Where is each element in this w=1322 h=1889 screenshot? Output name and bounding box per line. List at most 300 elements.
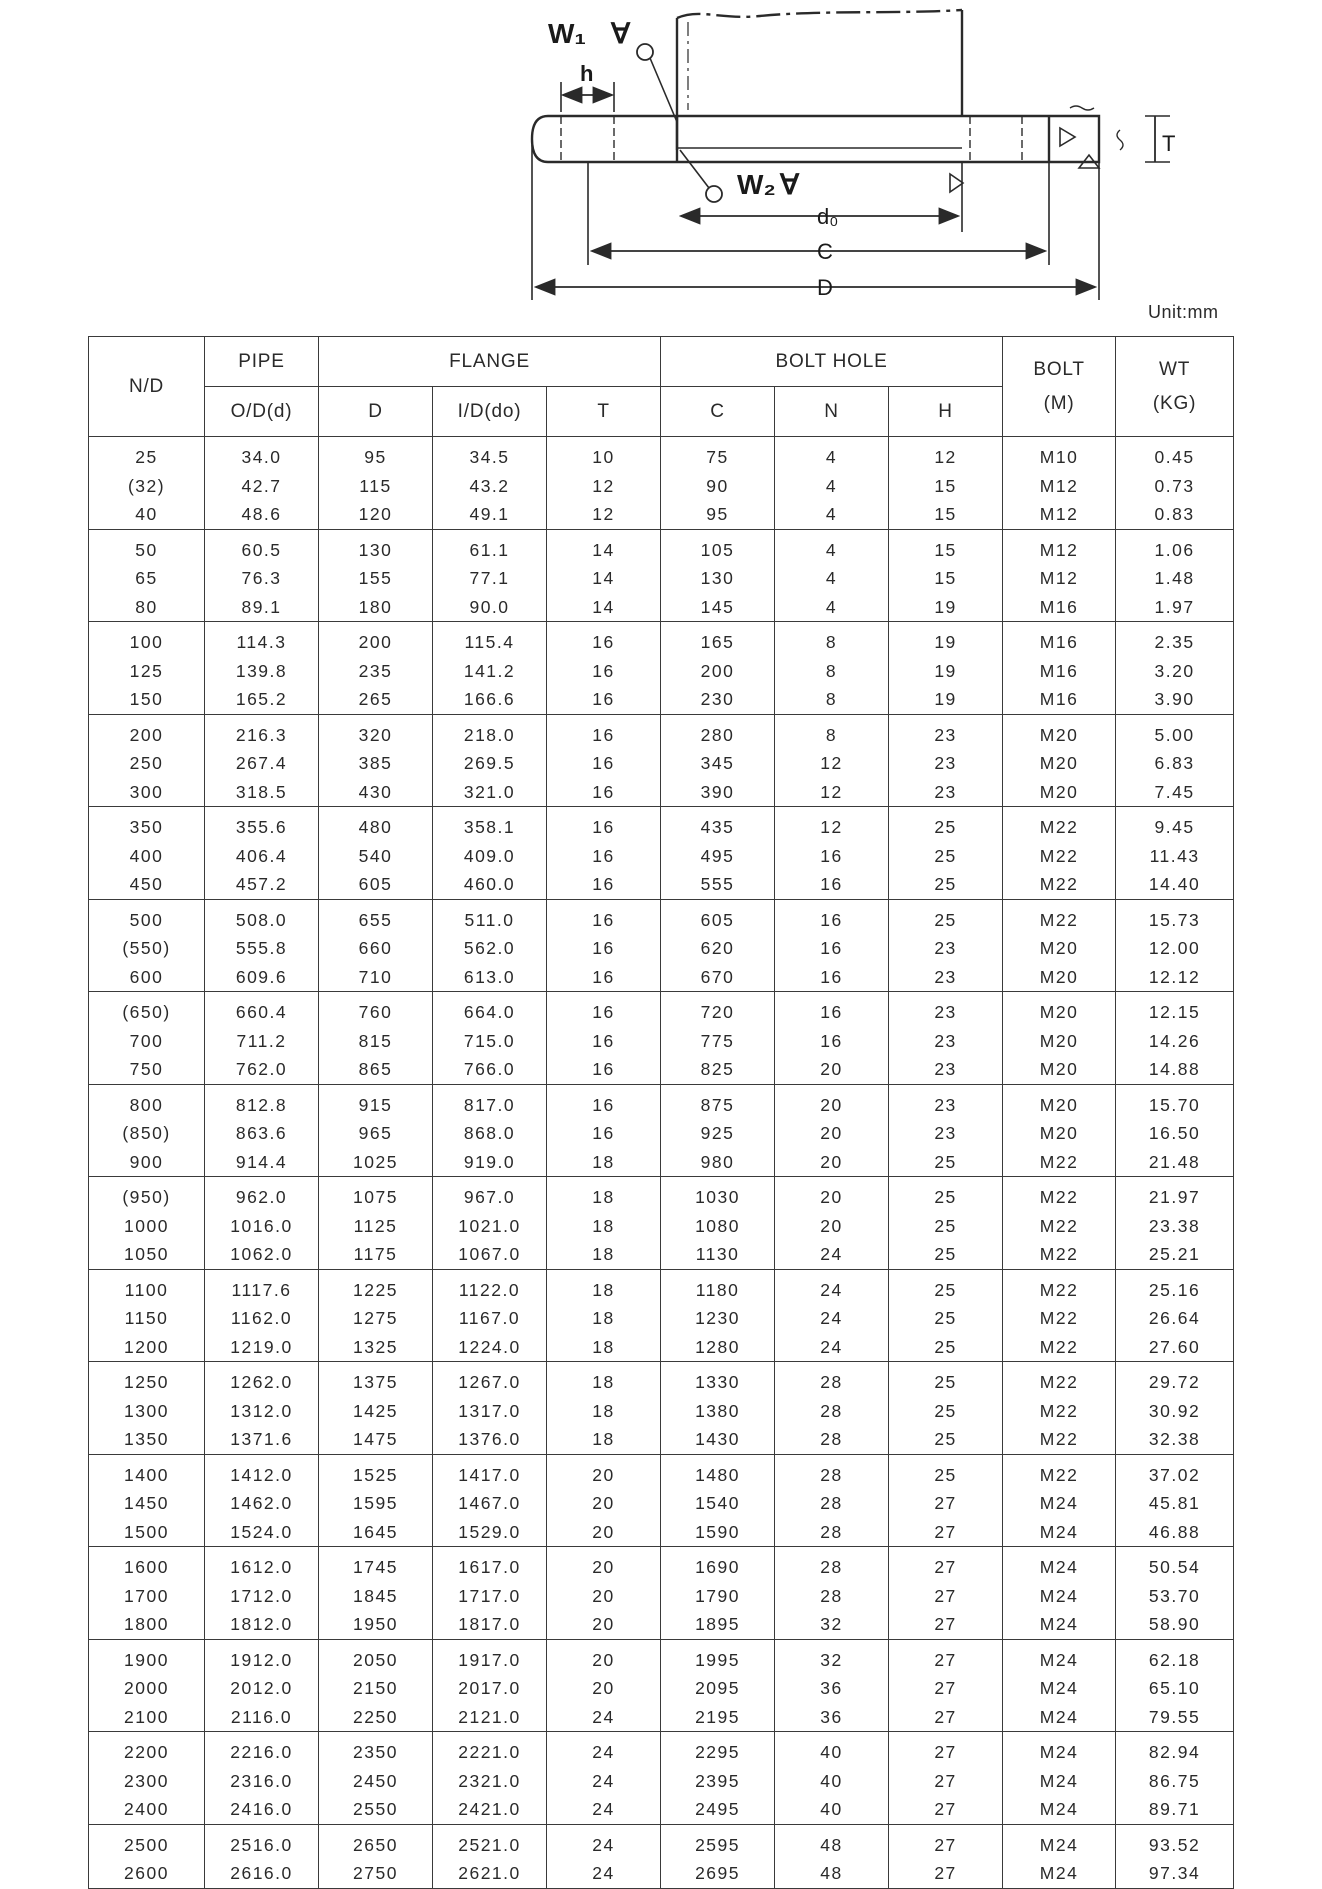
- cell-value-id: 1067.0: [458, 1244, 521, 1264]
- cell-value-c: 1995: [695, 1649, 740, 1670]
- cell-group-h: [889, 1084, 1003, 1177]
- cell-value-n: 4: [825, 596, 838, 617]
- cell-value-nd: 1200: [124, 1336, 169, 1357]
- cell-group-id: [433, 1269, 547, 1362]
- cell-value-nd: 200: [129, 724, 164, 745]
- cell-group-c: [661, 714, 775, 807]
- cell-value-c: 345: [700, 753, 735, 773]
- header-d: D: [319, 387, 433, 437]
- cell-value-wt: 7.45: [1154, 781, 1195, 802]
- cell-value-t: 24: [592, 1799, 615, 1819]
- cell-group-d: [319, 899, 433, 992]
- w1-leader-line: [650, 58, 677, 122]
- cell-group-n: [775, 807, 889, 900]
- weld-mark-upper: [1060, 128, 1075, 146]
- cell-value-t: 20: [592, 1585, 615, 1606]
- table-row-group: [89, 992, 1234, 1085]
- cell-value-n: 16: [820, 1002, 843, 1022]
- cell-value-c: 605: [700, 909, 735, 930]
- cell-value-c: 95: [706, 504, 729, 524]
- cell-group-t: [547, 1732, 661, 1825]
- cell-value-n: 24: [820, 1308, 843, 1328]
- cell-value-nd: (550): [122, 938, 171, 958]
- cell-value-wt: 1.97: [1154, 596, 1195, 617]
- cell-value-t: 18: [592, 1336, 615, 1357]
- cell-group-t: [547, 437, 661, 530]
- cell-value-h: 23: [934, 1094, 957, 1115]
- cell-value-bolt: M24: [1039, 1770, 1079, 1791]
- cell-group-h: [889, 622, 1003, 715]
- cell-value-od: 609.6: [235, 966, 288, 987]
- cell-group-wt: [1116, 899, 1234, 992]
- cell-value-bolt: M22: [1039, 1244, 1079, 1264]
- cell-value-t: 18: [592, 1244, 615, 1264]
- cell-value-id: 766.0: [463, 1059, 516, 1079]
- cell-value-h: 19: [934, 689, 957, 709]
- cell-value-t: 10: [592, 447, 615, 467]
- header-bolt-hole: BOLT HOLE: [661, 337, 1003, 387]
- cell-value-c: 1690: [695, 1557, 740, 1577]
- cell-value-t: 18: [592, 1372, 615, 1392]
- cell-value-c: 1330: [695, 1372, 740, 1392]
- table-row-group: [89, 529, 1234, 622]
- cell-value-h: 12: [934, 447, 957, 467]
- cell-value-t: 12: [592, 475, 615, 496]
- cell-value-id: 1021.0: [458, 1215, 521, 1236]
- header-pipe: PIPE: [205, 337, 319, 387]
- cell-value-id: 967.0: [463, 1187, 516, 1207]
- cell-value-t: 18: [592, 1279, 615, 1300]
- cell-group-nd: [89, 899, 205, 992]
- cell-value-bolt: M22: [1039, 817, 1079, 837]
- cell-value-c: 1790: [695, 1585, 740, 1606]
- cell-value-t: 16: [592, 1123, 615, 1143]
- cell-value-t: 14: [592, 539, 615, 560]
- cell-value-d: 320: [358, 724, 393, 745]
- cell-value-bolt: M24: [1039, 1742, 1079, 1762]
- cell-value-d: 385: [358, 753, 393, 773]
- cell-value-id: 1224.0: [458, 1336, 521, 1357]
- cell-value-t: 16: [592, 1002, 615, 1022]
- w1-weld-symbol: ∀: [611, 18, 631, 49]
- cell-value-wt: 58.90: [1148, 1614, 1201, 1634]
- cell-value-h: 23: [934, 724, 957, 745]
- cell-value-id: 1317.0: [458, 1400, 521, 1421]
- header-bolt-label: BOLT: [1033, 358, 1085, 380]
- cell-value-c: 1180: [695, 1279, 740, 1300]
- cell-group-id: [433, 1639, 547, 1732]
- cell-value-nd: 1000: [124, 1215, 169, 1236]
- cell-value-n: 12: [820, 781, 843, 802]
- cell-value-t: 16: [592, 1030, 615, 1051]
- cell-group-h: [889, 899, 1003, 992]
- cell-value-od: 1412.0: [230, 1464, 293, 1485]
- cell-value-n: 28: [820, 1557, 843, 1577]
- cell-value-od: 2316.0: [230, 1770, 293, 1791]
- cell-value-bolt: M20: [1039, 1059, 1079, 1079]
- cell-value-id: 218.0: [463, 724, 516, 745]
- cell-group-nd: [89, 1639, 205, 1732]
- cell-group-bolt: [1003, 622, 1116, 715]
- cell-group-n: [775, 1084, 889, 1177]
- cell-value-t: 16: [592, 781, 615, 802]
- cell-value-d: 1225: [353, 1279, 398, 1300]
- cell-value-d: 2050: [353, 1649, 398, 1670]
- cell-value-t: 16: [592, 753, 615, 773]
- cell-value-od: 1712.0: [230, 1585, 293, 1606]
- cell-value-bolt: M22: [1039, 909, 1079, 930]
- cell-value-t: 24: [592, 1742, 615, 1762]
- cell-value-h: 27: [934, 1585, 957, 1606]
- cell-value-d: 1475: [353, 1429, 398, 1449]
- cell-value-d: 95: [364, 447, 387, 467]
- cell-value-h: 25: [934, 874, 957, 894]
- cell-value-nd: 800: [129, 1094, 164, 1115]
- cell-group-d: [319, 1732, 433, 1825]
- cell-value-id: 49.1: [469, 504, 510, 524]
- cell-value-d: 2350: [353, 1742, 398, 1762]
- cell-value-d: 1275: [353, 1308, 398, 1328]
- cell-value-wt: 21.48: [1148, 1151, 1201, 1172]
- cell-group-t: [547, 1362, 661, 1455]
- cell-value-bolt: M20: [1039, 753, 1079, 773]
- cell-group-h: [889, 437, 1003, 530]
- cell-group-n: [775, 1639, 889, 1732]
- header-bolt-unit: (M): [1043, 392, 1075, 414]
- cell-value-h: 25: [934, 1187, 957, 1207]
- cell-value-t: 16: [592, 1094, 615, 1115]
- cell-value-id: 2421.0: [458, 1799, 521, 1819]
- cell-value-id: 2321.0: [458, 1770, 521, 1791]
- cell-value-c: 775: [700, 1030, 735, 1051]
- cell-group-h: [889, 992, 1003, 1085]
- cell-group-d: [319, 1639, 433, 1732]
- cell-value-h: 27: [934, 1770, 957, 1791]
- cell-group-d: [319, 807, 433, 900]
- cell-value-c: 925: [700, 1123, 735, 1143]
- cell-value-c: 620: [700, 938, 735, 958]
- cell-value-h: 19: [934, 596, 957, 617]
- cell-group-od: [205, 992, 319, 1085]
- cell-group-id: [433, 622, 547, 715]
- cell-group-d: [319, 1454, 433, 1547]
- cell-value-n: 20: [820, 1123, 843, 1143]
- cell-value-wt: 0.83: [1154, 504, 1195, 524]
- cell-value-c: 1230: [695, 1308, 740, 1328]
- cell-value-od: 355.6: [235, 817, 288, 837]
- table-row-group: [89, 1454, 1234, 1547]
- cell-group-od: [205, 1732, 319, 1825]
- cell-value-id: 1529.0: [458, 1521, 521, 1542]
- cell-value-n: 20: [820, 1059, 843, 1079]
- cell-value-wt: 15.70: [1148, 1094, 1201, 1115]
- cell-value-od: 60.5: [241, 539, 282, 560]
- cell-group-id: [433, 1547, 547, 1640]
- cell-group-bolt: [1003, 1177, 1116, 1270]
- cell-group-wt: [1116, 1454, 1234, 1547]
- cell-value-d: 200: [358, 632, 393, 652]
- cell-value-od: 812.8: [235, 1094, 288, 1115]
- cell-value-bolt: M20: [1039, 966, 1079, 987]
- cell-value-n: 4: [825, 504, 838, 524]
- cell-value-od: 2012.0: [230, 1678, 293, 1698]
- cell-value-od: 114.3: [236, 632, 287, 652]
- cell-value-n: 24: [820, 1336, 843, 1357]
- cell-group-nd: [89, 807, 205, 900]
- cell-value-od: 216.3: [235, 724, 288, 745]
- cell-value-od: 914.4: [235, 1151, 288, 1172]
- cell-value-n: 48: [820, 1834, 843, 1855]
- cell-group-bolt: [1003, 807, 1116, 900]
- cell-group-bolt: [1003, 1084, 1116, 1177]
- cell-value-n: 20: [820, 1187, 843, 1207]
- cell-value-nd: 1450: [124, 1493, 169, 1513]
- cell-group-t: [547, 1824, 661, 1888]
- cell-value-n: 16: [820, 938, 843, 958]
- cell-group-wt: [1116, 1547, 1234, 1640]
- cell-value-h: 19: [934, 632, 957, 652]
- cell-value-id: 1122.0: [458, 1279, 521, 1300]
- cell-value-n: 4: [825, 475, 838, 496]
- cell-group-nd: [89, 437, 205, 530]
- cell-value-wt: 12.12: [1148, 966, 1201, 987]
- cell-group-od: [205, 1454, 319, 1547]
- cell-value-wt: 23.38: [1148, 1215, 1201, 1236]
- cell-value-od: 318.5: [235, 781, 288, 802]
- cell-group-nd: [89, 1732, 205, 1825]
- cell-value-d: 1325: [353, 1336, 398, 1357]
- cell-value-d: 660: [358, 938, 393, 958]
- flange-dimension-table: [88, 336, 1234, 1889]
- cell-value-d: 965: [358, 1123, 393, 1143]
- cell-value-bolt: M12: [1039, 475, 1079, 496]
- cell-value-id: 115.4: [464, 632, 515, 652]
- cell-value-d: 180: [358, 596, 393, 617]
- cell-value-c: 105: [700, 539, 735, 560]
- cell-value-t: 16: [592, 966, 615, 987]
- cell-group-h: [889, 1269, 1003, 1362]
- cell-value-n: 8: [825, 632, 838, 652]
- cell-value-nd: 400: [129, 845, 164, 866]
- cell-value-id: 1617.0: [458, 1557, 521, 1577]
- cell-value-nd: 1100: [124, 1279, 169, 1300]
- cell-group-d: [319, 1824, 433, 1888]
- header-bolt: [1003, 337, 1116, 437]
- cell-value-t: 18: [592, 1429, 615, 1449]
- cell-value-id: 77.1: [469, 568, 510, 588]
- cell-value-d: 710: [358, 966, 393, 987]
- cell-group-t: [547, 1639, 661, 1732]
- cell-value-t: 20: [592, 1493, 615, 1513]
- cell-group-wt: [1116, 622, 1234, 715]
- cell-value-nd: 2400: [124, 1799, 169, 1819]
- cell-value-od: 1162.0: [230, 1308, 293, 1328]
- cell-value-wt: 62.18: [1148, 1649, 1201, 1670]
- cell-value-d: 915: [358, 1094, 393, 1115]
- cell-value-wt: 14.88: [1148, 1059, 1201, 1079]
- cell-group-h: [889, 529, 1003, 622]
- cell-group-c: [661, 622, 775, 715]
- cell-value-c: 1380: [695, 1400, 740, 1421]
- cell-value-n: 28: [820, 1521, 843, 1542]
- cell-value-h: 23: [934, 753, 957, 773]
- cell-value-nd: 150: [129, 689, 164, 709]
- cell-value-od: 863.6: [235, 1123, 288, 1143]
- cell-group-id: [433, 899, 547, 992]
- cell-group-n: [775, 1732, 889, 1825]
- cell-value-n: 32: [820, 1649, 843, 1670]
- cell-value-wt: 27.60: [1148, 1336, 1201, 1357]
- cell-group-id: [433, 1084, 547, 1177]
- cell-value-n: 4: [825, 447, 838, 467]
- cell-value-c: 495: [700, 845, 735, 866]
- cell-value-od: 34.0: [241, 447, 282, 467]
- cell-group-bolt: [1003, 1639, 1116, 1732]
- cell-value-h: 25: [934, 817, 957, 837]
- cell-group-id: [433, 1732, 547, 1825]
- cell-value-id: 2221.0: [458, 1742, 521, 1762]
- cell-group-bolt: [1003, 1454, 1116, 1547]
- cell-group-id: [433, 1824, 547, 1888]
- cell-group-od: [205, 622, 319, 715]
- cell-value-nd: 1600: [124, 1557, 169, 1577]
- cell-group-bolt: [1003, 899, 1116, 992]
- w1-leader-circle: [637, 44, 653, 60]
- cell-value-od: 48.6: [241, 504, 282, 524]
- cell-value-n: 16: [820, 966, 843, 987]
- cell-group-c: [661, 529, 775, 622]
- cell-value-nd: 50: [135, 539, 158, 560]
- cell-value-nd: 700: [129, 1030, 164, 1051]
- cell-value-bolt: M22: [1039, 874, 1079, 894]
- cell-value-bolt: M22: [1039, 1308, 1079, 1328]
- cell-group-t: [547, 992, 661, 1085]
- cell-group-bolt: [1003, 714, 1116, 807]
- cell-value-h: 23: [934, 781, 957, 802]
- header-wt-label: WT: [1158, 358, 1191, 380]
- cell-value-nd: 900: [129, 1151, 164, 1172]
- cell-value-n: 16: [820, 1030, 843, 1051]
- cell-value-c: 230: [700, 689, 735, 709]
- cell-value-t: 16: [592, 689, 615, 709]
- cell-value-od: 711.2: [236, 1030, 287, 1051]
- cell-group-d: [319, 437, 433, 530]
- cell-group-h: [889, 1177, 1003, 1270]
- cell-value-id: 141.2: [463, 660, 516, 681]
- cell-group-h: [889, 714, 1003, 807]
- cell-value-bolt: M22: [1039, 845, 1079, 866]
- cell-value-n: 4: [825, 539, 838, 560]
- cell-value-id: 1267.0: [458, 1372, 521, 1392]
- cell-group-n: [775, 1362, 889, 1455]
- cell-value-od: 660.4: [235, 1002, 288, 1022]
- cell-value-d: 1595: [353, 1493, 398, 1513]
- cell-group-wt: [1116, 1177, 1234, 1270]
- cell-value-c: 1130: [695, 1244, 740, 1264]
- cell-value-t: 14: [592, 596, 615, 617]
- cell-value-nd: 2200: [124, 1742, 169, 1762]
- cell-value-bolt: M24: [1039, 1678, 1079, 1698]
- cell-value-wt: 21.97: [1148, 1187, 1201, 1207]
- cell-group-id: [433, 807, 547, 900]
- cell-value-n: 40: [820, 1799, 843, 1819]
- cell-group-nd: [89, 1547, 205, 1640]
- cell-group-nd: [89, 992, 205, 1085]
- cell-value-wt: 53.70: [1148, 1585, 1201, 1606]
- cell-group-nd: [89, 529, 205, 622]
- cell-value-bolt: M24: [1039, 1834, 1079, 1855]
- cell-value-t: 24: [592, 1770, 615, 1791]
- cell-value-nd: 250: [129, 753, 164, 773]
- cell-value-od: 762.0: [235, 1059, 288, 1079]
- cell-value-d: 1845: [353, 1585, 398, 1606]
- cell-group-n: [775, 622, 889, 715]
- cell-value-t: 16: [592, 874, 615, 894]
- cell-group-t: [547, 714, 661, 807]
- cell-value-h: 27: [934, 1614, 957, 1634]
- table-row-group: [89, 1084, 1234, 1177]
- cell-value-wt: 37.02: [1148, 1464, 1201, 1485]
- cell-value-n: 20: [820, 1215, 843, 1236]
- cell-value-id: 460.0: [463, 874, 516, 894]
- cell-value-nd: 1700: [124, 1585, 169, 1606]
- cell-value-od: 1312.0: [230, 1400, 293, 1421]
- cell-value-nd: (32): [127, 475, 166, 496]
- cell-group-od: [205, 714, 319, 807]
- cell-value-wt: 29.72: [1148, 1372, 1201, 1392]
- cell-value-n: 8: [825, 724, 838, 745]
- cell-group-n: [775, 899, 889, 992]
- cell-value-od: 2116.0: [230, 1706, 293, 1727]
- cell-value-h: 27: [934, 1863, 957, 1883]
- cell-value-n: 12: [820, 753, 843, 773]
- cell-value-od: 165.2: [235, 689, 288, 709]
- header-nd: N/D: [89, 337, 205, 437]
- cell-value-wt: 6.83: [1154, 753, 1195, 773]
- cell-value-wt: 79.55: [1148, 1706, 1201, 1727]
- t-label: T: [1162, 131, 1176, 156]
- cell-value-n: 28: [820, 1493, 843, 1513]
- cell-value-nd: (850): [122, 1123, 171, 1143]
- cell-group-h: [889, 1732, 1003, 1825]
- cell-value-bolt: M24: [1039, 1493, 1079, 1513]
- cell-value-d: 1025: [353, 1151, 398, 1172]
- cell-value-bolt: M20: [1039, 1123, 1079, 1143]
- cell-value-nd: 750: [129, 1059, 164, 1079]
- cell-value-nd: 1250: [124, 1372, 169, 1392]
- cell-group-wt: [1116, 1732, 1234, 1825]
- cell-value-h: 15: [934, 475, 957, 496]
- cell-group-od: [205, 1824, 319, 1888]
- cell-value-d: 120: [358, 504, 393, 524]
- table-row-group: [89, 1824, 1234, 1888]
- table-row-group: [89, 1547, 1234, 1640]
- cell-value-id: 358.1: [463, 817, 516, 837]
- cell-value-n: 20: [820, 1094, 843, 1115]
- cell-value-id: 1817.0: [458, 1614, 521, 1634]
- cell-value-od: 42.7: [241, 475, 282, 496]
- cell-value-h: 23: [934, 1123, 957, 1143]
- cell-group-od: [205, 1084, 319, 1177]
- cell-group-wt: [1116, 807, 1234, 900]
- cell-value-bolt: M20: [1039, 1030, 1079, 1051]
- cell-value-n: 24: [820, 1279, 843, 1300]
- cell-value-n: 20: [820, 1151, 843, 1172]
- cell-group-h: [889, 807, 1003, 900]
- cell-value-bolt: M24: [1039, 1585, 1079, 1606]
- cell-group-c: [661, 1084, 775, 1177]
- cell-value-c: 1030: [695, 1187, 740, 1207]
